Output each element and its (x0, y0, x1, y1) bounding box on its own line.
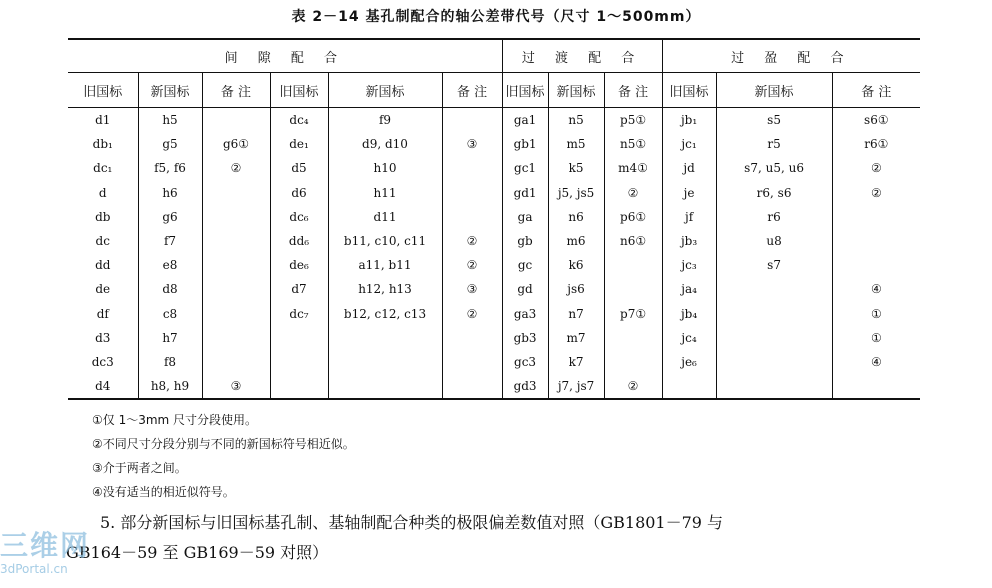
table-cell: n6 (548, 205, 604, 229)
table-cell (442, 108, 502, 133)
column-header: 备 注 (832, 73, 920, 108)
table-cell: ① (870, 306, 882, 321)
table-cell: h7 (138, 326, 202, 350)
table-cell: dc₇ (270, 302, 328, 326)
table-cell: de₁ (270, 132, 328, 156)
table-row (68, 350, 920, 374)
table-cell: dd₆ (270, 229, 328, 253)
table-cell: m6 (548, 229, 604, 253)
column-header: 新国标 (716, 73, 832, 108)
table-cell: df (68, 302, 138, 326)
table-cell: f5, f6 (138, 156, 202, 180)
group-header-transition: 过 渡 配 合 (502, 39, 662, 73)
table-row (68, 108, 920, 133)
table-cell: d5 (270, 156, 328, 180)
table-cell: h5 (138, 108, 202, 133)
table-cell: r6, s6 (716, 181, 832, 205)
table-cell (202, 181, 270, 205)
table-cell: jc₁ (662, 132, 716, 156)
table-cell: h11 (328, 181, 442, 205)
table-cell (716, 350, 832, 374)
table-cell: gd1 (502, 181, 548, 205)
table-cell: g5 (138, 132, 202, 156)
column-header: 旧国标 (662, 73, 716, 108)
table-row (68, 302, 920, 326)
table-row (68, 181, 920, 205)
table-cell (202, 350, 270, 374)
table-cell (202, 108, 270, 133)
table-cell: jb₃ (662, 229, 716, 253)
column-header: 备 注 (604, 73, 662, 108)
table-cell: ② (604, 374, 662, 399)
table-cell: d4 (68, 374, 138, 399)
subheader-row (68, 73, 920, 108)
table-cell: ① (870, 330, 882, 345)
table-row (68, 156, 920, 180)
table-cell: dc3 (68, 350, 138, 374)
group-header-interference: 过 盈 配 合 (662, 39, 920, 73)
table-cell: j7, js7 (548, 374, 604, 399)
site-watermark (0, 530, 110, 576)
table-cell: ga3 (502, 302, 548, 326)
table-cell: h6 (138, 181, 202, 205)
table-cell: g6① (202, 132, 270, 156)
table-cell: jc₃ (662, 253, 716, 277)
table-cell (832, 374, 920, 399)
table-cell: f8 (138, 350, 202, 374)
column-header: 新国标 (328, 73, 442, 108)
table-cell: ga1 (502, 108, 548, 133)
table-cell: h12, h13 (328, 277, 442, 301)
table-cell: f7 (138, 229, 202, 253)
table-cell: s7 (716, 253, 832, 277)
table-cell (328, 374, 442, 399)
table-cell: p7① (604, 302, 662, 326)
watermark-logo-text: 三维网 (0, 529, 91, 562)
table-cell (442, 181, 502, 205)
table-cell (202, 326, 270, 350)
table-cell: f9 (328, 108, 442, 133)
table-cell (328, 326, 442, 350)
table-cell (716, 302, 832, 326)
table-cell (202, 277, 270, 301)
table-cell (662, 374, 716, 399)
table-cell (442, 326, 502, 350)
table-cell: k6 (548, 253, 604, 277)
table-cell: n7 (548, 302, 604, 326)
table-cell (832, 205, 920, 229)
table-cell (270, 374, 328, 399)
table-cell: n5 (548, 108, 604, 133)
table-cell: u8 (716, 229, 832, 253)
column-header: 备 注 (202, 73, 270, 108)
table-cell: k5 (548, 156, 604, 180)
table-cell: gc (502, 253, 548, 277)
table-cell: ② (202, 156, 270, 180)
table-cell: ④ (870, 354, 882, 369)
table-cell: dc₄ (270, 108, 328, 133)
table-cell: ② (870, 185, 882, 200)
table-cell: ga (502, 205, 548, 229)
table-cell: ④ (870, 282, 882, 297)
table-cell: k7 (548, 350, 604, 374)
table-cell (832, 229, 920, 253)
table-cell: dc₆ (270, 205, 328, 229)
table-cell: dc (68, 229, 138, 253)
table-cell: ② (870, 161, 882, 176)
table-cell: jd (662, 156, 716, 180)
table-cell (604, 350, 662, 374)
table-cell: je (662, 181, 716, 205)
table-cell: a11, b11 (328, 253, 442, 277)
table-cell: jb₁ (662, 108, 716, 133)
table-row (68, 374, 920, 399)
table-cell: d (68, 181, 138, 205)
table-cell: ja₄ (662, 277, 716, 301)
table-cell (716, 374, 832, 399)
table-cell (328, 350, 442, 374)
table-row (68, 132, 920, 156)
table-cell: je₆ (662, 350, 716, 374)
table-cell: m4① (604, 156, 662, 180)
table-body (68, 108, 920, 400)
table-cell: ③ (442, 277, 502, 301)
table-cell (442, 205, 502, 229)
column-header: 旧国标 (502, 73, 548, 108)
table-cell: b12, c12, c13 (328, 302, 442, 326)
table-cell: d3 (68, 326, 138, 350)
footnotes (92, 408, 355, 504)
table-cell: h10 (328, 156, 442, 180)
table-cell: r5 (716, 132, 832, 156)
table-cell: d8 (138, 277, 202, 301)
table-cell: s5 (716, 108, 832, 133)
table-cell: d9, d10 (328, 132, 442, 156)
footnote-3: ③介于两者之间。 (92, 461, 187, 475)
table-cell: gb1 (502, 132, 548, 156)
table-cell (604, 277, 662, 301)
table-row (68, 277, 920, 301)
fit-code-table (68, 38, 920, 400)
table-cell (202, 302, 270, 326)
table-cell: n5① (604, 132, 662, 156)
column-header: 旧国标 (270, 73, 328, 108)
table-cell: gc1 (502, 156, 548, 180)
table-cell: gc3 (502, 350, 548, 374)
table-cell: dd (68, 253, 138, 277)
table-cell: jb₄ (662, 302, 716, 326)
table-cell: d11 (328, 205, 442, 229)
table-cell: p5① (604, 108, 662, 133)
section-paragraph (66, 508, 940, 568)
table-cell (604, 326, 662, 350)
table-cell (270, 350, 328, 374)
table-cell (442, 350, 502, 374)
table-cell: p6① (604, 205, 662, 229)
table-cell: g6 (138, 205, 202, 229)
table-cell: j5, js5 (548, 181, 604, 205)
table-cell: m7 (548, 326, 604, 350)
table-cell (202, 229, 270, 253)
table-cell (716, 326, 832, 350)
fit-table-container (68, 38, 920, 400)
table-cell: d7 (270, 277, 328, 301)
table-row (68, 326, 920, 350)
table-caption: 表 2－14 基孔制配合的轴公差带代号（尺寸 1～500mm） (291, 9, 701, 25)
table-cell: d1 (68, 108, 138, 133)
table-cell (442, 374, 502, 399)
table-cell (604, 253, 662, 277)
table-cell: ② (442, 302, 502, 326)
table-cell (716, 277, 832, 301)
table-cell: h8, h9 (138, 374, 202, 399)
group-header-row (68, 39, 920, 73)
table-row (68, 253, 920, 277)
column-header: 新国标 (548, 73, 604, 108)
table-cell: ② (442, 253, 502, 277)
table-cell (832, 253, 920, 277)
footnote-4: ④没有适当的相近似符号。 (92, 485, 235, 499)
table-cell (442, 156, 502, 180)
table-cell: d6 (270, 181, 328, 205)
table-cell: s7, u5, u6 (716, 156, 832, 180)
table-cell (270, 326, 328, 350)
paragraph-line-2: GB164－59 至 GB169－59 对照） (66, 543, 329, 562)
table-row (68, 229, 920, 253)
table-cell: c8 (138, 302, 202, 326)
table-cell: r6① (864, 137, 889, 152)
watermark-url: 3dPortal.cn (0, 562, 68, 576)
column-header: 备 注 (442, 73, 502, 108)
table-cell: jc₄ (662, 326, 716, 350)
footnote-2: ②不同尺寸分段分别与不同的新国标符号相近似。 (92, 437, 355, 451)
group-header-clearance: 间 隙 配 合 (68, 39, 502, 73)
table-cell: e8 (138, 253, 202, 277)
table-cell: ② (604, 181, 662, 205)
table-cell: b11, c10, c11 (328, 229, 442, 253)
table-cell: de₆ (270, 253, 328, 277)
table-cell: n6① (604, 229, 662, 253)
table-cell: ③ (442, 132, 502, 156)
table-cell (202, 253, 270, 277)
table-cell: ③ (202, 374, 270, 399)
footnote-1: ①仅 1～3mm 尺寸分段使用。 (92, 413, 258, 427)
table-cell: gd3 (502, 374, 548, 399)
table-cell: gd (502, 277, 548, 301)
table-cell: de (68, 277, 138, 301)
table-cell: jf (662, 205, 716, 229)
table-row (68, 205, 920, 229)
table-cell: dc₁ (68, 156, 138, 180)
table-cell: db (68, 205, 138, 229)
column-header: 新国标 (138, 73, 202, 108)
column-header: 旧国标 (68, 73, 138, 108)
table-cell: gb3 (502, 326, 548, 350)
table-cell: js6 (548, 277, 604, 301)
table-cell (202, 205, 270, 229)
table-cell: ② (442, 229, 502, 253)
table-cell: db₁ (68, 132, 138, 156)
paragraph-line-1: 5. 部分新国标与旧国标基孔制、基轴制配合种类的极限偏差数值对照（GB1801－79 与 (100, 513, 724, 532)
table-cell: gb (502, 229, 548, 253)
table-cell: m5 (548, 132, 604, 156)
table-cell: s6① (864, 113, 889, 128)
table-cell: r6 (716, 205, 832, 229)
